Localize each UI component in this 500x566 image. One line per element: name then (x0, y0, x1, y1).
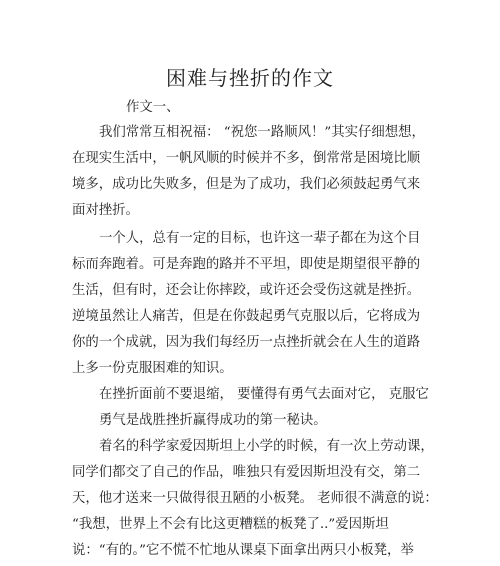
body-line-15: 天，他才送来一只做得很丑陋的小板凳。 老师很不满意的说： (72, 491, 438, 506)
body-line-2: 在现实生活中，一帆风顺的时候并不多，倒常常是困境比顺 (72, 151, 421, 166)
body-line-17: 说：“有的。”它不慌不忙地从课桌下面拿出两只小板凳，举 (72, 543, 414, 558)
body-line-5: 一个人，总有一定的目标，也许这一辈子都在为这个目 (99, 231, 421, 246)
body-line-13: 着名的科学家爱因斯坦上小学的时候，有一次上劳动课， (99, 439, 434, 454)
body-line-11: 在挫折面前不要退缩， 要懂得有勇气去面对它， 克服它 (99, 387, 429, 402)
body-line-12: 勇气是战胜挫折赢得成功的第一秘诀。 (99, 413, 327, 428)
section-heading: 作文一、 (126, 100, 180, 115)
body-line-10: 上多一份克服困难的知识。 (72, 361, 233, 376)
body-line-9: 你的一个成就，因为我们每经历一点挫折就会在人生的道路 (72, 335, 421, 350)
body-line-16: “我想，世界上不会有比这更糟糕的板凳了..”爱因斯坦 (72, 517, 389, 532)
body-line-6: 标而奔跑着。可是奔跑的路并不平坦，即使是期望很平静的 (72, 257, 421, 272)
body-line-7: 生活，但有时，还会让你摔跤，或许还会受伤这就是挫折。 (72, 283, 421, 298)
body-line-3: 境多，成功比失败多，但是为了成功，我们必须鼓起勇气来 (72, 177, 421, 192)
body-line-8: 逆境虽然让人痛苦，但是在你鼓起勇气克服以后，它将成为 (72, 309, 421, 324)
body-line-4: 面对挫折。 (72, 203, 139, 218)
document-title: 困难与挫折的作文 (166, 66, 334, 90)
body-line-1: 我们常常互相祝福： “祝您一路顺风！”其实仔细想想， (99, 125, 425, 140)
body-line-14: 同学们都交了自己的作品，唯独只有爱因斯坦没有交，第二 (72, 465, 421, 480)
